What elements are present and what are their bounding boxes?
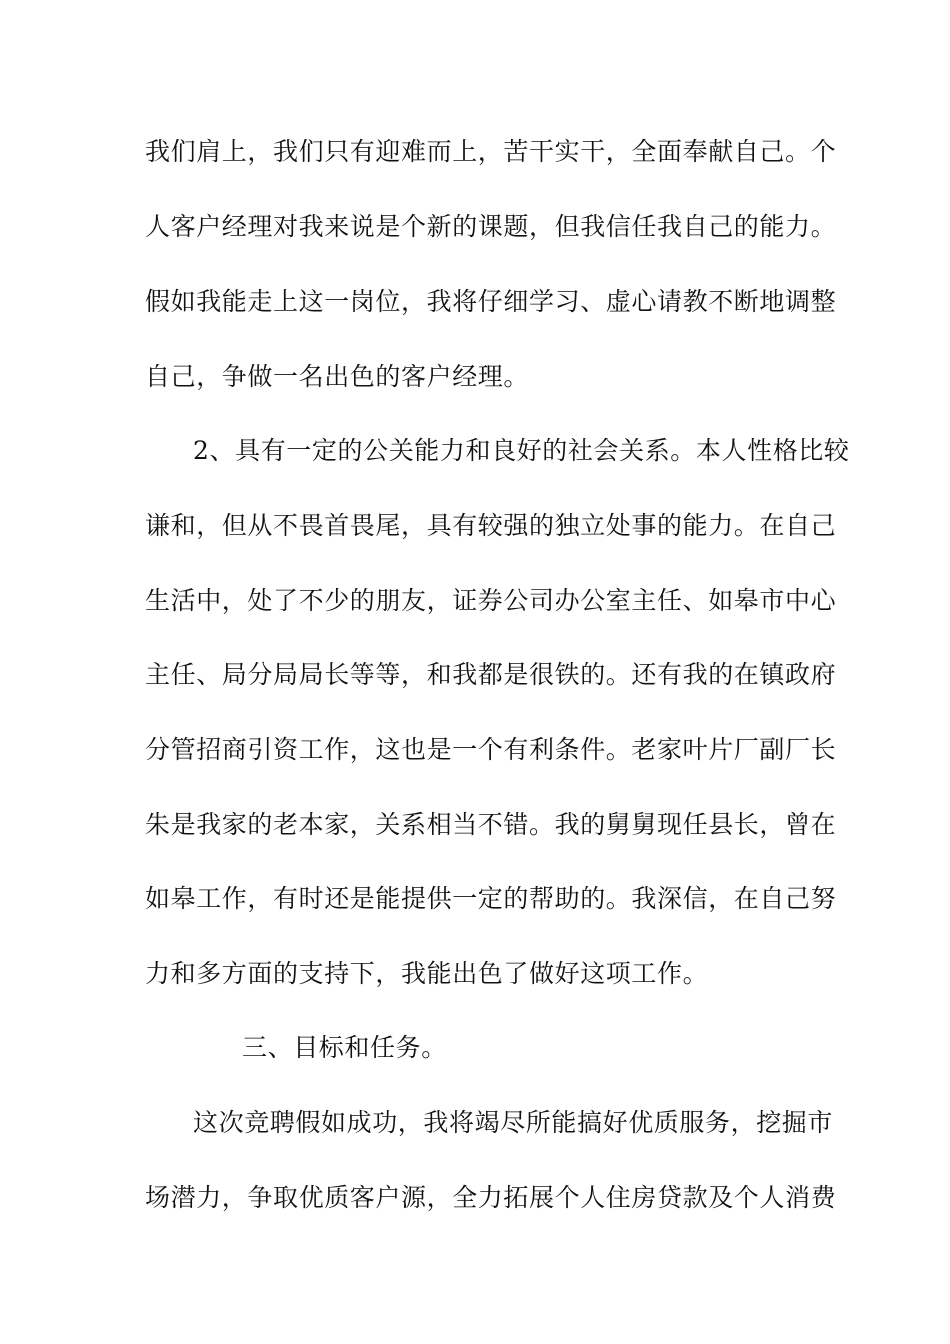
text-line: 朱是我家的老本家，关系相当不错。我的舅舅现任县长，曾在 [145,810,837,839]
text-line: 主任、局分局局长等等，和我都是很铁的。还有我的在镇政府 [145,660,837,689]
text-line: 假如我能走上这一岗位，我将仔细学习、虚心请教不断地调整 [145,287,837,316]
text-line: 生活中，处了不少的朋友，证券公司办公室主任、如皋市中心 [145,586,837,615]
text-line: 自己，争做一名出色的客户经理。 [145,362,530,391]
text-line: 我们肩上，我们只有迎难而上，苦干实干，全面奉献自己。个 [145,137,837,166]
section-heading: 三、目标和任务。 [242,1033,447,1062]
text-line: 如皋工作，有时还是能提供一定的帮助的。我深信，在自己努 [145,884,837,913]
paragraph-first-line: 这次竞聘假如成功，我将竭尽所能搞好优质服务，挖掘市 [193,1108,834,1137]
text-line: 力和多方面的支持下，我能出色了做好这项工作。 [145,959,709,988]
text-line: 分管招商引资工作，这也是一个有利条件。老家叶片厂副厂长 [145,735,837,764]
text-line: 场潜力，争取优质客户源，全力拓展个人住房贷款及个人消费 [145,1183,837,1212]
text-line: 谦和，但从不畏首畏尾，具有较强的独立处事的能力。在自己 [145,511,837,540]
paragraph-first-line: 2、具有一定的公关能力和良好的社会关系。本人性格比较 [193,436,850,465]
text-line: 人客户经理对我来说是个新的课题，但我信任我自己的能力。 [145,212,837,241]
